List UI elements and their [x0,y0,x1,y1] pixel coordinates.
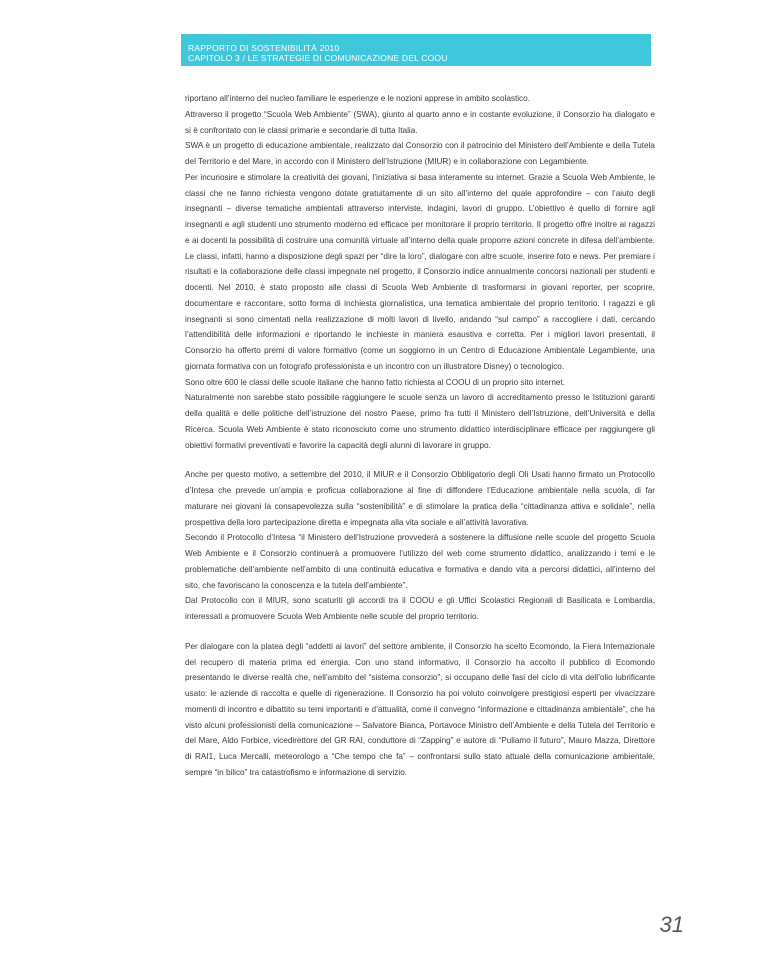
paragraph-gap [185,453,655,467]
paragraph-10: Per dialogare con la platea degli “addetti ai lavori” del settore ambiente, il Consorzio ha scelto Ecomondo, la Fiera Internazionale del recupero di materia prima ed energia. Con uno stand informativo, il Consorzio ha accolto il pubblico di Ecomondo presentando le diverse realtà che, nell’ambito del “sistema consorzio”, si occupano delle fasi del ciclo di vita dell’olio lubrificante usato: le aziende di raccolta e quelle di rigenerazione. Il Consorzio ha poi voluto coinvolgere prestigiosi esperti per vivacizzare momenti di incontro e dibattito su temi importanti e d’attualità, come il convegno “informazione e cittadinanza ambientale”, che ha visto alcuni professionisti della comunicazione – Salvatore Bianca, Portavoce Ministro dell’Ambiente e della Tutela del Territorio e del Mare, Aldo Forbice, vicedirettore del GR RAI, conduttore di “Zapping” e autore di “Puliamo il futuro”, Mauro Mazza, Direttore di RAI1, Luca Mercalli, meteorologo a “Che tempo che fa” – confrontarsi sullo stato attuale della comunicazione ambientale, sempre “in bilico” tra catastrofismo e informazione di servizio. [185,641,655,777]
paragraph-5: Sono oltre 600 le classi delle scuole italiane che hanno fatto richiesta al COOU di un proprio sito internet. [185,377,566,387]
paragraph-3: SWA è un progetto di educazione ambientale, realizzato dal Consorzio con il patrocinio del Ministero dell’Ambiente e della Tutela del Territorio e del Mare, in accordo con il Ministero dell’Istruzione (MIUR) e in collaborazione con Legambiente. [185,141,655,166]
paragraph-9: Dal Protocollo con il MIUR, sono scaturiti gli accordi tra il COOU e gli Uffici Scolastici Regionali di Basilicata e Lombardia, interessati a promuovere Scuola Web Ambiente nelle scuole del proprio territorio. [185,596,655,621]
report-title: RAPPORTO DI SOSTENIBILITÀ 2010 [188,43,340,53]
body-text [185,91,655,781]
paragraph-4: Per incuriosire e stimolare la creatività dei giovani, l’iniziativa si basa interamente su internet. Grazie a Scuola Web Ambiente, le classi che ne fanno richiesta vengono dotate gratuitamente di un sito all’interno del quale approfondire – con l’aiuto degli insegnanti – diverse tematiche ambientali attraverso interviste, indagini, lavori di gruppo. L’obiettivo è quello di fornire agli insegnanti e agli studenti uno strumento moderno ed efficace per monitorare il proprio territorio. Il progetto offre inoltre ai ragazzi e ai docenti la possibilità di costruire una comunità virtuale all’interno della quale proporre azioni concrete in difesa dell’ambiente. Le classi, infatti, hanno a disposizione degli spazi per “dire la loro”, dialogare con altre scuole, inserire foto e news. Per premiare i risultati e la collaborazione delle classi impegnate nel progetto, il Consorzio indice annualmente concorsi nazionali per studenti e docenti. Nel 2010, è stato proposto alle classi di Scuola Web Ambiente di trasformarsi in giovani reporter, per scoprire, documentare e raccontare, sotto forma di inchiesta giornalistica, una tematica ambientale del proprio territorio. I ragazzi e gli insegnanti si sono cimentati nella realizzazione di molti lavori di livello, andando “sul campo” a raccogliere i dati, cercando l’attendibilità delle informazioni e riportando le inchieste in maniera esaustiva e corretta. Per i migliori lavori presentati, il Consorzio ha offerto premi di valore formativo (come un soggiorno in un Centro di Educazione Ambientale Legambiente, una giornata formativa con un fotografo professionista e un incontro con un illustratore Disney) o tecnologico. [185,172,655,371]
chapter-header-band [181,34,651,66]
paragraph-gap [185,625,655,639]
chapter-header-text [188,43,448,63]
paragraph-6: Naturalmente non sarebbe stato possibile raggiungere le scuole senza un lavoro di accreditamento presso le Istituzioni garanti della qualità e delle politiche dell’istruzione del nostro Paese, primo fra tutti il Ministero dell’Istruzione, dell’Università e della Ricerca. Scuola Web Ambiente è stato riconosciuto come uno strumento didattico interdisciplinare efficace per raggiungere gli obiettivi formativi preventivati e favorire la capacità degli alunni di lavorare in gruppo. [185,393,655,450]
paragraph-2: Attraverso il progetto “Scuola Web Ambiente” (SWA), giunto al quarto anno e in costante evoluzione, il Consorzio ha dialogato e si è confrontato con le classi primarie e secondarie di tutta Italia. [185,109,655,135]
paragraph-1: riportano all’interno del nucleo familiare le esperienze e le nozioni apprese in ambito scolastico. [185,94,530,103]
page-number: 31 [659,912,684,937]
chapter-title: CAPITOLO 3 / LE STRATEGIE DI COMUNICAZIONE DEL COOU [188,53,448,63]
paragraph-7: Anche per questo motivo, a settembre del 2010, il MIUR e il Consorzio Obbligatorio degli Oli Usati hanno firmato un Protocollo d’Intesa che prevede un’ampia e proficua collaborazione al fine di diffondere l’Educazione ambientale nella scuola, di far maturare nei giovani la consapevolezza sulla “sostenibilità” e di stimolare la pratica della “cittadinanza attiva e solidale”, nella prospettiva della loro partecipazione diretta e impegnata alla vita sociale e all’attività lavorativa. [185,470,655,527]
paragraph-8: Secondo il Protocollo d’Intesa “il Ministero dell’Istruzione provvederà a sostenere la diffusione nelle scuole del progetto Scuola Web Ambiente e il Consorzio continuerà a promuovere l’utilizzo del web come strumento didattico, analizzando i temi e le problematiche dell’ambiente nell’ambito di una continuità educativa e formativa e dando vita a percorsi didattici, all’interno del sito, che favoriscano la conoscenza e la tutela dell’ambiente”. [185,533,655,590]
